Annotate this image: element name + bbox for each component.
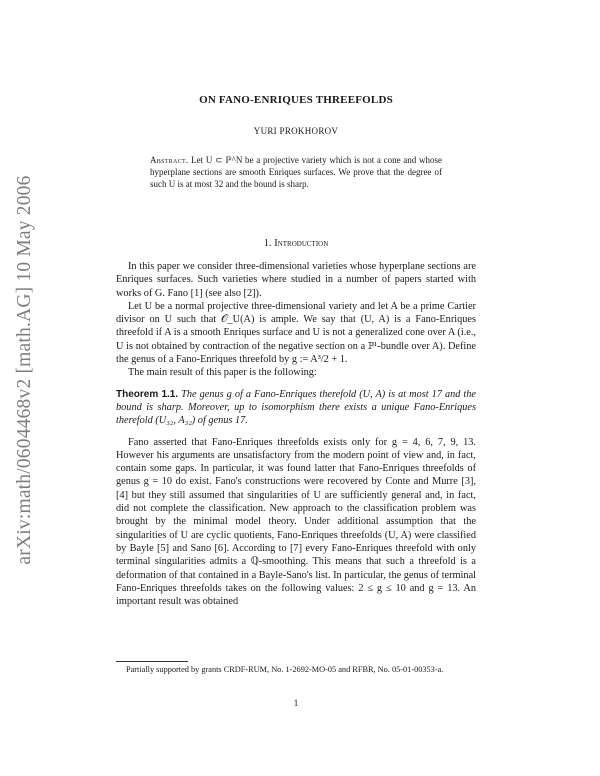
page-number: 1: [293, 698, 299, 708]
section-title: Introduction: [274, 238, 329, 249]
paragraph-definition: Let U be a normal projective three-dimensional variety and let A be a prime Cartier divisor on U such that 𝒪_U(A) is ample. We say that (U, A) is a Fano-Enriques threefold if A is a smooth Enriques surface and U is not a generalized cone over A (i.e., U is not obtained by contraction of the negative section on a ℙ¹-bundle over A). Define the genus of a Fano-Enriques threefold by g := A³/2 + 1.: [116, 300, 476, 366]
paper-title: ON FANO-ENRIQUES THREEFOLDS: [199, 94, 393, 106]
section-heading: [116, 238, 476, 249]
footnote-rule: [116, 661, 188, 662]
footnote: Partially supported by grants CRDF-RUM, No. 1-2692-MO-05 and RFBR, No. 05-01-00353-a.: [126, 665, 444, 674]
theorem: [116, 388, 476, 428]
paragraph-intro: In this paper we consider three-dimensional varieties whose hyperplane sections are Enriques surfaces. Such varieties where studied in a number of papers started with works of G. Fano [1] (see also [2]).: [116, 261, 476, 299]
arxiv-identifier-text: arXiv:math/0604468v2 [math.AG] 10 May 2006: [14, 175, 35, 565]
arxiv-identifier-stamp: [8, 150, 42, 590]
section-number: 1.: [263, 238, 272, 249]
theorem-head: Theorem 1.1.: [116, 388, 179, 400]
paper-author: YURI PROKHOROV: [253, 126, 339, 136]
paragraph-history: Fano asserted that Fano-Enriques threefolds exists only for g = 4, 6, 7, 9, 13. However his arguments are unsatisfactory from the modern point of view and, in fact, contain some gaps. In particular, it was found latter that Fano-Enriques threefolds of genus g = 10 do exist. Fano's constructions were recovered by Conte and Murre [3], [4] but they still assumed that singularities of U are sufficiently general and, in fact, did not complete the classification. New approach to the classification problem was brought by the minimal model theory. Under additional assumption that the singularities of U are cyclic quotients, Fano-Enriques threefolds (U, A) were classified by Bayle [5] and Sano [6]. According to [7] every Fano-Enriques threefold with only terminal singularities admits a ℚ-smoothing. This means that such a threefold is a deformation of that contained in a Bayle-Sano's list. In particular, the genus of terminal Fano-Enriques threefolds takes on the following values: 2 ≤ g ≤ 10 and g = 13. An important result was obtained: [116, 436, 476, 608]
paragraph-main-result: The main result of this paper is the following:: [128, 367, 317, 379]
theorem-statement: The genus g of a Fano-Enriques therefold (U, A) is at most 17 and the bound is sharp. Moreover, up to isomorphism there exists a unique Fano-Enriques therefold (U₃₂, A₃₂) of genus 17.: [116, 388, 476, 427]
abstract-text: Let U ⊂ ℙ^N be a projective variety which is not a cone and whose hyperplane sections are smooth Enriques surfaces. We prove that the degree of such U is at most 32 and the bound is sharp.: [150, 155, 442, 189]
abstract: [150, 154, 442, 190]
abstract-label: Abstract.: [150, 155, 189, 165]
body-text: [116, 260, 476, 608]
